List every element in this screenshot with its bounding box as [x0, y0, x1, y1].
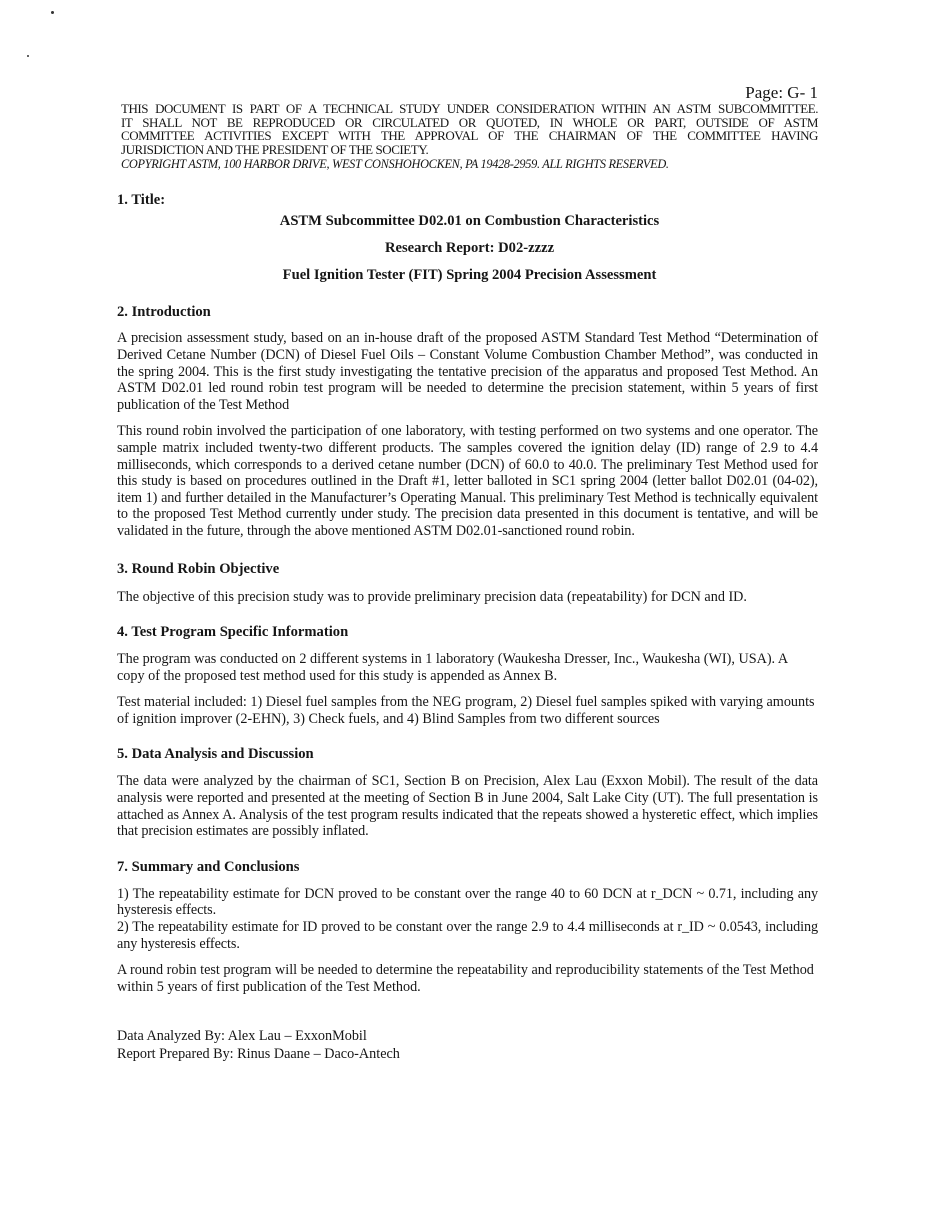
analyzed-by-line: Data Analyzed By: Alex Lau – ExxonMobil: [117, 1028, 367, 1045]
section-heading-introduction: 2. Introduction: [117, 304, 211, 321]
copyright-line: COPYRIGHT ASTM, 100 HARBOR DRIVE, WEST CONSHOHOCKEN, PA 19428-2959. ALL RIGHTS RESERVED.: [121, 157, 669, 172]
summary-paragraph: A round robin test program will be needed to determine the repeatability and reproducibility statements of the Test Method within 5 years of first publication of the Test Method.: [117, 962, 814, 995]
report-title-line: Research Report: D02-zzzz: [384, 240, 555, 257]
section-heading-analysis: 5. Data Analysis and Discussion: [117, 746, 314, 763]
report-title-line: ASTM Subcommittee D02.01 on Combustion Characteristics: [279, 213, 660, 230]
notice-line: IT SHALL NOT BE REPRODUCED OR CIRCULATED OR QUOTED, IN WHOLE OR PART, OUTSIDE OF ASTM: [121, 114, 818, 130]
summary-item: 1) The repeatability estimate for DCN proved to be constant over the range 40 to 60 DCN at r_DCN ~ 0.71, including any hysteresis effects.: [117, 885, 818, 919]
test-program-paragraph: The program was conducted on 2 different systems in 1 laboratory (Waukesha Dresser, Inc., Waukesha (WI), USA). A copy of the proposed test method used for this study is appended as Annex B.: [117, 651, 788, 684]
notice-line: JURISDICTION AND THE PRESIDENT OF THE SOCIETY.: [121, 141, 429, 157]
introduction-paragraph: This round robin involved the participation of one laboratory, with testing performed on two systems and one operator. The sample matrix included twenty-two different products. The samples covered the ignition delay (ID) range of 2.9 to 4.4 milliseconds, which corresponds to a derived cetane number (DCN) of 60.0 to 40.0. The preliminary Test Method used for this study is based on procedures outlined in the Draft #1, letter balloted in SC1 spring 2004 (letter ballot D02.01 (04-02), item 1) and further detailed in the Manufacturer’s Operating Manual. This preliminary Test Method is technically equivalent to the proposed Test Method currently under study. The precision data presented in this document is tentative, and will be validated in the future, through the above mentioned ASTM D02.01-sanctioned round robin.: [117, 423, 818, 539]
confidentiality-notice: [121, 102, 818, 156]
summary-item: 2) The repeatability estimate for ID proved to be constant over the range 2.9 to 4.4 milliseconds at r_ID ~ 0.0543, including any hysteresis effects.: [117, 919, 818, 952]
document-page: [117, 84, 818, 1063]
page-number: Page: G- 1: [745, 83, 818, 102]
prepared-by-line: Report Prepared By: Rinus Daane – Daco-Antech: [117, 1046, 400, 1063]
introduction-paragraph: A precision assessment study, based on an in-house draft of the proposed ASTM Standard Test Method “Determination of Derived Cetane Number (DCN) of Diesel Fuel Oils – Constant Volume Combustion Chamber Method”, was conducted in the spring 2004. This is the first study investigating the tentative precision of the apparatus and proposed Test Method. An ASTM D02.01 led round robin test program will be needed to determine the precision statement, within 5 years of first publication of the Test Method: [117, 330, 818, 413]
scan-speck: [27, 55, 29, 57]
objective-paragraph: The objective of this precision study was to provide preliminary precision data (repeatability) for DCN and ID.: [117, 588, 747, 605]
scan-speck: [51, 11, 54, 14]
section-heading-objective: 3. Round Robin Objective: [117, 560, 280, 577]
notice-line: THIS DOCUMENT IS PART OF A TECHNICAL STUDY UNDER CONSIDERATION WITHIN AN ASTM SUBCOMMITTEE.: [121, 101, 818, 116]
report-title-line: Fuel Ignition Tester (FIT) Spring 2004 Precision Assessment: [282, 267, 657, 284]
analysis-paragraph: The data were analyzed by the chairman of SC1, Section B on Precision, Alex Lau (Exxon Mobil). The result of the data analysis were reported and presented at the meeting of Section B in June 2004, Salt Lake City (UT). The full presentation is attached as Annex A. Analysis of the test program results indicated that the repeats showed a hysteretic effect, which implies that precision estimates are possibly inflated.: [117, 773, 818, 840]
test-program-paragraph: Test material included: 1) Diesel fuel samples from the NEG program, 2) Diesel fuel samples spiked with varying amounts of ignition improver (2-EHN), 3) Check fuels, and 4) Blind Samples from two different sources: [117, 694, 815, 727]
section-heading-test-program: 4. Test Program Specific Information: [117, 624, 349, 641]
section-heading-summary: 7. Summary and Conclusions: [117, 858, 300, 875]
section-heading-title: 1. Title:: [117, 192, 166, 209]
notice-line: COMMITTEE ACTIVITIES EXCEPT WITH THE APPROVAL OF THE CHAIRMAN OF THE COMMITTEE HAVING: [121, 128, 818, 144]
